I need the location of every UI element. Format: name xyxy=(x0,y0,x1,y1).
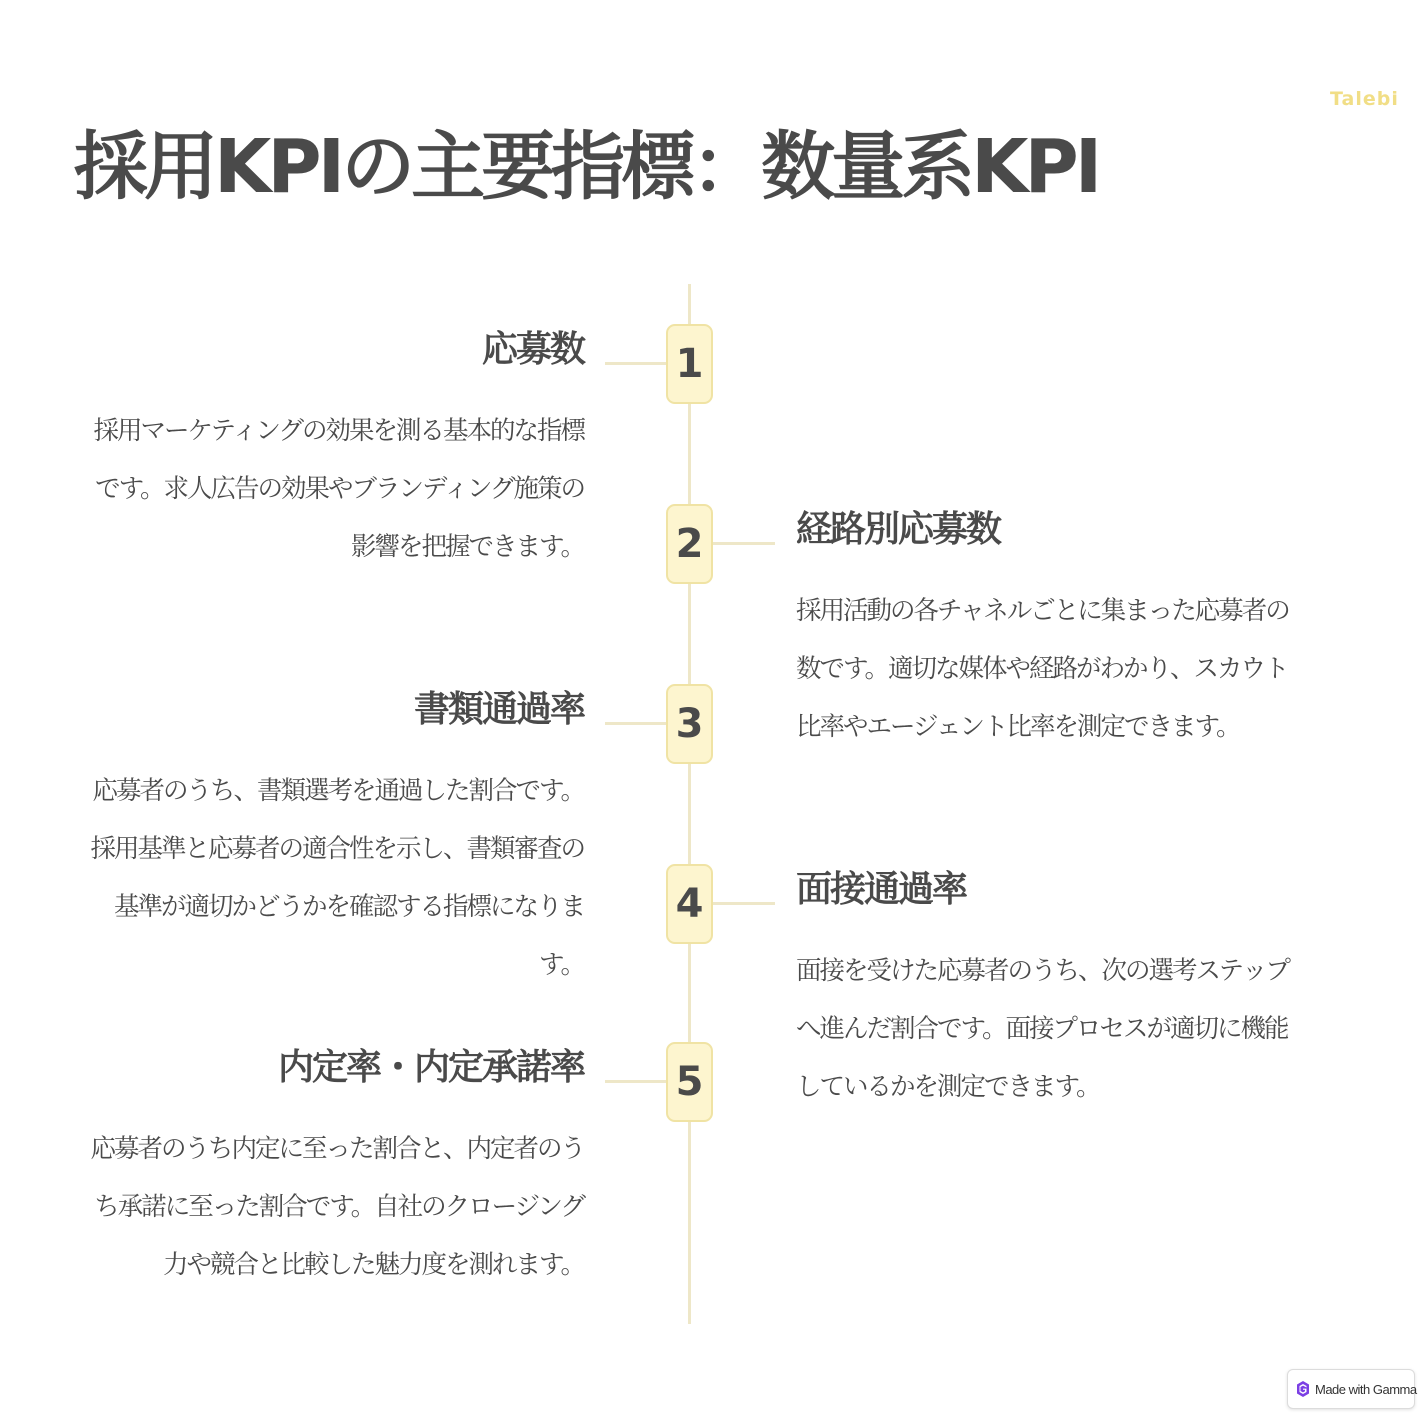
item-title: 書類通過率 xyxy=(413,689,584,730)
badge-label: Made with Gamma xyxy=(1315,1381,1417,1397)
brand-logo-text: Talebi xyxy=(1330,88,1399,110)
timeline-connector-5 xyxy=(605,1080,667,1083)
page-title: 採用KPIの主要指標：数量系KPI xyxy=(74,124,1099,210)
timeline-marker-2: 2 xyxy=(666,504,713,584)
made-with-gamma-badge[interactable] xyxy=(1287,1369,1415,1409)
item-title: 内定率・内定承諾率 xyxy=(277,1047,584,1088)
timeline-item-5 xyxy=(84,1044,584,1294)
gamma-logo-icon xyxy=(1297,1381,1309,1397)
timeline-item-4 xyxy=(796,866,1296,1116)
item-description: 採用マーケティングの効果を測る基本的な指標です。求人広告の効果やブランディング施策の影響を把握できます。 xyxy=(93,416,584,562)
item-description: 面接を受けた応募者のうち、次の選考ステップへ進んだ割合です。面接プロセスが適切に機能しているかを測定できます。 xyxy=(796,956,1289,1102)
item-title: 面接通過率 xyxy=(796,869,967,910)
item-title: 応募数 xyxy=(481,329,584,370)
timeline-marker-1: 1 xyxy=(666,324,713,404)
timeline-marker-3: 3 xyxy=(666,684,713,764)
item-description: 採用活動の各チャネルごとに集まった応募者の数です。適切な媒体や経路がわかり、スカウト比率やエージェント比率を測定できます。 xyxy=(796,596,1289,742)
timeline-marker-5: 5 xyxy=(666,1042,713,1122)
timeline-item-1 xyxy=(84,326,584,576)
timeline-item-2 xyxy=(796,506,1296,756)
timeline-connector-4 xyxy=(713,902,775,905)
item-description: 応募者のうち内定に至った割合と、内定者のうち承諾に至った割合です。自社のクロージング力や競合と比較した魅力度を測れます。 xyxy=(90,1134,584,1280)
timeline-connector-3 xyxy=(605,722,667,725)
timeline-axis xyxy=(688,284,691,1324)
timeline-connector-2 xyxy=(713,542,775,545)
timeline-marker-4: 4 xyxy=(666,864,713,944)
item-description: 応募者のうち、書類選考を通過した割合です。採用基準と応募者の適合性を示し、書類審査の基準が適切かどうかを確認する指標になります。 xyxy=(90,776,584,980)
timeline-connector-1 xyxy=(605,362,667,365)
timeline-item-3 xyxy=(84,686,584,994)
item-title: 経路別応募数 xyxy=(796,509,1001,550)
